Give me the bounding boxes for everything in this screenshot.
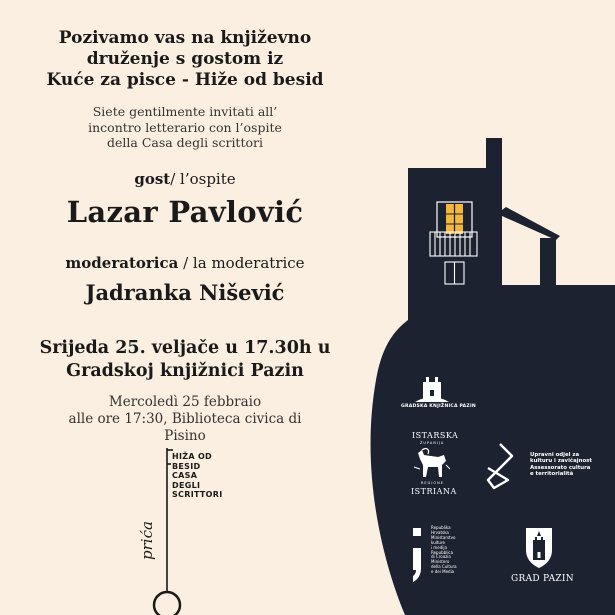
event-date-it: Mercoledì 25 febbraio alle ore 17:30, Biblioteca civica di Pisino	[68, 394, 302, 444]
invitation-heading-hr: Pozivamo vas na književno druženje s gostom iz Kuće za pisce - Hiže od besid	[46, 28, 324, 90]
guest-name: Lazar Pavlović	[66, 195, 304, 229]
invitation-heading-it: Siete gentilmente invitati all’ incontro letterario con l’ospite della Casa degli scrittori	[88, 104, 282, 150]
istria-logo-bottom: ISTRIANA	[411, 487, 457, 496]
brand-vertical-text: prića	[138, 521, 156, 560]
guest-role: gost/ l’ospite	[134, 170, 236, 188]
library-logo-label: GRADSKA KNJIŽNICA PAZIN	[401, 404, 476, 409]
culture-department-label: Upravni odjel za kulturu i zavičajnost Assessorato cultura e territorialità	[530, 452, 592, 477]
ministry-logo-icon	[409, 526, 427, 582]
library-logo-icon	[412, 372, 452, 404]
istria-logo-top: ISTARSKA	[412, 431, 459, 440]
city-label: GRAD PAZIN	[511, 574, 574, 584]
culture-department-logo-icon	[480, 440, 520, 492]
brand-text: HIŽA OD BESID CASA DEGLI SCRITTORI	[172, 452, 223, 499]
ministry-label: Republika Hrvatska Ministarstvo kulture i medija Repubblica di Croazia Ministero della Cultura e dei Media	[431, 525, 457, 575]
istria-logo-sub: ŽUPANIJA	[420, 441, 445, 445]
moderator-role: moderatorica / la moderatrice	[65, 254, 305, 272]
event-date-hr: Srijeda 25. veljače u 17.30h u Gradskoj knjižnici Pazin	[39, 338, 331, 381]
city-coat-of-arms-icon	[523, 524, 555, 570]
goat-icon	[412, 447, 452, 479]
istria-logo-region: REGIONE	[421, 481, 444, 485]
moderator-name: Jadranka Nišević	[85, 280, 285, 305]
